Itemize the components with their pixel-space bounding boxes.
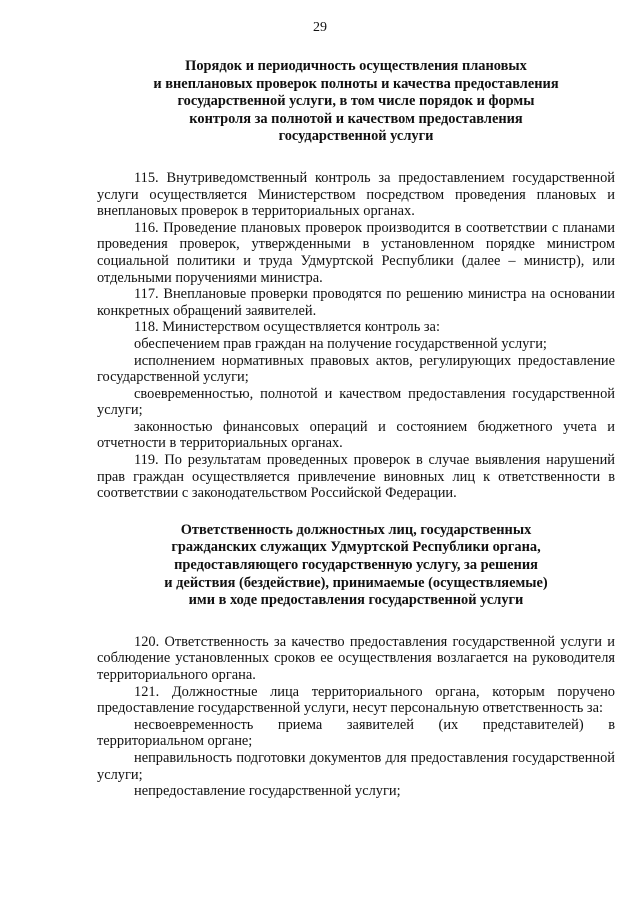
section-title-inspections — [97, 58, 615, 146]
paragraph-118-item-timeliness: своевременностью, полнотой и качеством предоставления государственной услуги; — [97, 385, 615, 419]
paragraph-115: 115. Внутриведомственный контроль за предоставлением государственной услуги осуществляется Министерством посредством проведения плановых и внеплановых проверок в территориальных органах. — [97, 169, 615, 220]
section-title-line: государственной услуги, в том числе порядок и формы — [177, 93, 535, 110]
section-title-line: ими в ходе предоставления государственной услуги — [188, 592, 524, 609]
section-title-responsibility — [97, 522, 615, 610]
paragraph-116: 116. Проведение плановых проверок производится в соответствии с планами проведения проверок, утвержденными в установленном порядке министром социальной политики и труда Удмуртской Республики (далее – министр), или отдельными поручениями министра. — [97, 219, 615, 286]
section-title-line: гражданских служащих Удмуртской Республики органа, — [171, 539, 541, 556]
paragraph-118-item-acts: исполнением нормативных правовых актов, регулирующих предоставление государственной услуги; — [97, 352, 615, 386]
paragraph-121-item-untimely: несвоевременность приема заявителей (их представителей) в территориальном органе; — [97, 716, 615, 750]
paragraph-119: 119. По результатам проведенных проверок в случае выявления нарушений прав граждан осуществляется привлечение виновных лиц к ответственности в соответствии с законодательством Российской Федерации. — [97, 452, 615, 502]
document-body — [97, 58, 615, 800]
paragraph-120: 120. Ответственность за качество предоставления государственной услуги и соблюдение установленных сроков ее осуществления возлагается на руководителя территориального органа. — [97, 633, 615, 683]
section-title-line: контроля за полнотой и качеством предоставления — [189, 110, 523, 127]
paragraph-118: 118. Министерством осуществляется контроль за: — [134, 319, 440, 336]
section-title-line: и действия (бездействие), принимаемые (осуществляемые) — [164, 574, 548, 591]
paragraph-121-item-nonprovision: непредоставление государственной услуги; — [134, 783, 401, 800]
section-title-line: Порядок и периодичность осуществления плановых — [185, 58, 527, 74]
paragraph-118-item-rights: обеспечением прав граждан на получение государственной услуги; — [134, 335, 547, 352]
section-body-responsibility — [97, 634, 615, 800]
section-body-inspections — [97, 170, 615, 502]
section-title-line: государственной услуги — [278, 128, 434, 145]
paragraph-117: 117. Внеплановые проверки проводятся по решению министра на основании конкретных обращений заявителей. — [97, 286, 615, 319]
paragraph-118-item-legality: законностью финансовых операций и состоянием бюджетного учета и отчетности в территориальных органах. — [97, 418, 615, 452]
section-title-line: и внеплановых проверок полноты и качества предоставления — [153, 75, 559, 92]
paragraph-121: 121. Должностные лица территориального органа, которым поручено предоставление государственной услуги, несут персональную ответственность за: — [97, 683, 615, 717]
page-number: 29 — [313, 20, 327, 35]
paragraph-121-item-incorrect: неправильность подготовки документов для предоставления государственной услуги; — [97, 749, 615, 783]
section-title-line: предоставляющего государственную услугу, за решения — [174, 557, 538, 574]
section-title-line: Ответственность должностных лиц, государственных — [180, 521, 532, 538]
